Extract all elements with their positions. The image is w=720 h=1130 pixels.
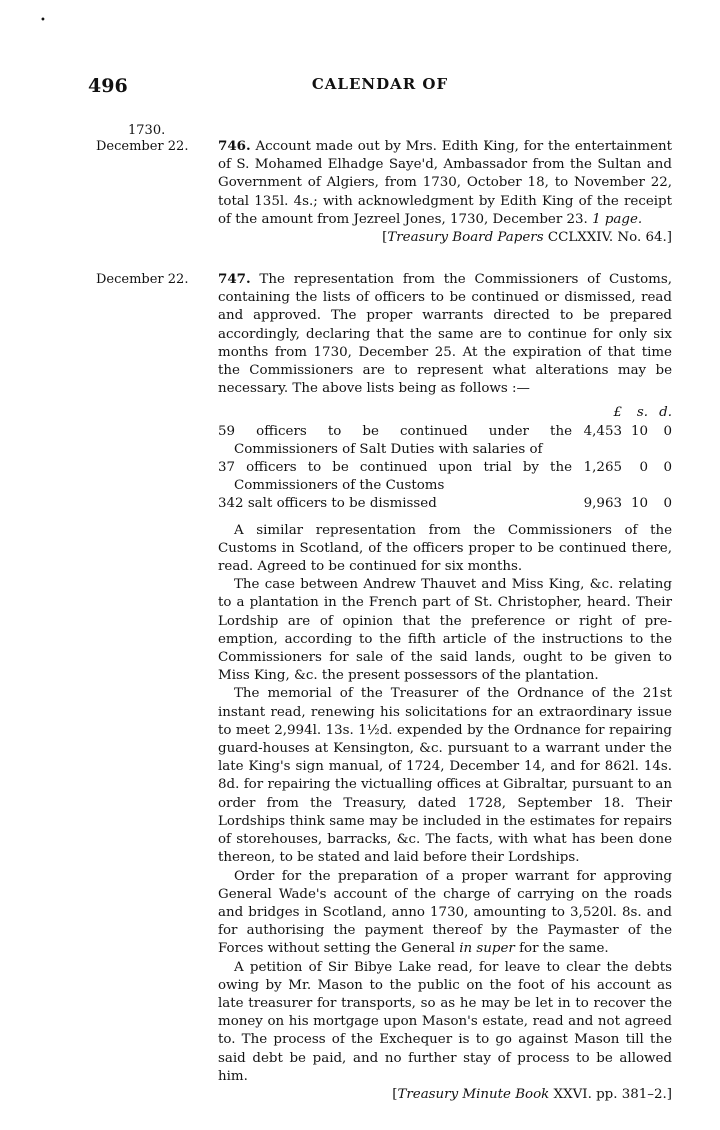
- entry-746-text: 746. Account made out by Mrs. Edith King, for the entertainment of S. Mohamed Elhadge Saye'd, Ambassador from the Sultan and Government of Algiers, from 1730, October 18, to November 22, total 135l. 4s.; with acknowledgment by Edith King of the receipt of the amount from Jezreel Jones, 1730, December 23. 1 page.: [218, 138, 672, 227]
- page-count: 1 page.: [592, 211, 643, 227]
- margin-date-747: December 22.: [96, 272, 189, 287]
- stray-mark: •: [40, 15, 46, 26]
- entry-747-intro: 747. The representation from the Commissioners of Customs, containing the lists of officers to be continued or dismissed, read and approved. The proper warrants directed to be prepared accordingly, declaring that the same are to continue for only six months from 1730, December 25. At the expiration of that time the Commissioners are to represent what alterations may be necessary. The above lists being as follows :—: [218, 271, 672, 397]
- entry-number: 747.: [218, 271, 251, 287]
- entry-number: 746.: [218, 138, 251, 154]
- paragraph-thauvet: The case between Andrew Thauvet and Miss King, &c. relating to a plantation in the French part of St. Christopher, heard. Their Lordship are of opinion that the preference or right of pre-emption, according to the fifth article of the instructions to the Commissioners for sale of the said lands, ought to be given to Miss King, &c. the present possessors of the plantation.: [218, 577, 672, 684]
- entry-747: [218, 270, 672, 1104]
- entry-746-citation: [Treasury Board Papers CCLXXIV. No. 64.]: [382, 230, 672, 246]
- margin-year: 1730.: [128, 123, 166, 138]
- table-row: 37 officers to be continued upon trial by the Commissioners of the Customs 1,265 0 0: [218, 460, 672, 494]
- paragraph-ordnance: The memorial of the Treasurer of the Ordnance of the 21st instant read, renewing his solicitations for an extraordinary issue to meet 2,994l. 13s. 1½d. expended by the Ordnance for repairing guard-houses at Kensington, &c. pursuant to a warrant under the late King's sign manual, of 1724, December 14, and for 862l. 14s. 8d. for repairing the victualling offices at Gibraltar, pursuant to an order from the Treasury, dated 1728, September 18. Their Lordships think same may be included in the estimates for repairs of storehouses, barracks, &c. The facts, with what has been done thereon, to be stated and laid before their Lordships.: [218, 686, 672, 866]
- paragraph-wade: Order for the preparation of a proper warrant for approving General Wade's account of the charge of carrying on the roads and bridges in Scotland, anno 1730, amounting to 3,520l. 8s. and for authorising the payment thereof by the Paymaster of the Forces without setting the General in super for the same.: [218, 868, 672, 957]
- running-head: CALENDAR OF: [311, 75, 449, 93]
- entry-747-citation: [Treasury Minute Book XXVI. pp. 381–2.]: [392, 1086, 672, 1102]
- margin-date-746: December 22.: [96, 139, 189, 154]
- table-row: 59 officers to be continued under the Commissioners of Salt Duties with salaries of 4,453 10 0: [218, 423, 672, 457]
- table-header: £ s. d.: [613, 405, 672, 421]
- page-number: 496: [88, 75, 128, 97]
- officers-table: [218, 404, 672, 513]
- page-header: [88, 75, 672, 99]
- entry-746: [218, 137, 672, 247]
- paragraph-scotland: A similar representation from the Commissioners of the Customs in Scotland, of the officers proper to be continued there, read. Agreed to be continued for six months.: [218, 522, 672, 575]
- paragraph-lake: A petition of Sir Bibye Lake read, for leave to clear the debts owing by Mr. Mason to the public on the foot of his account as late treasurer for transports, so as he may be let in to recover the money on his mortgage upon Mason's estate, read and not agreed to. The process of the Exchequer is to go against Mason till the said debt be paid, and no further stay of process to be allowed him.: [218, 959, 672, 1084]
- table-row: 342 salt officers to be dismissed 9,963 10 0: [218, 496, 672, 512]
